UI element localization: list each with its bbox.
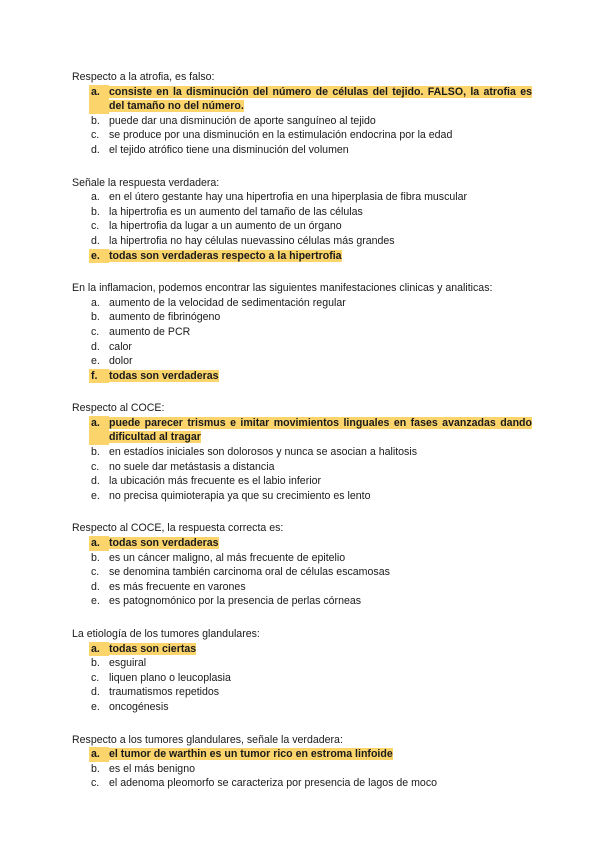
option-letter: b.: [91, 657, 100, 670]
question-text: Respecto a la atrofia, es falso:: [72, 71, 215, 83]
option-letter: d.: [91, 340, 100, 353]
option-text: se produce por una disminución en la estimulación endocrina por la edad: [109, 129, 453, 142]
document-page: [72, 70, 532, 809]
option-list: [72, 296, 532, 384]
option-c: [72, 128, 532, 143]
option-e: [72, 489, 532, 504]
option-letter: c.: [91, 129, 100, 142]
question-text: Respecto al COCE, la respuesta correcta es:: [72, 522, 284, 535]
option-letter: d.: [91, 234, 100, 247]
option-text: no suele dar metástasis a distancia: [109, 460, 275, 473]
option-letter: a.: [91, 296, 100, 309]
option-letter: c.: [91, 671, 100, 684]
option-d: [72, 340, 532, 355]
option-text: es un cáncer maligno, al más frecuente de epitelio: [109, 551, 346, 564]
option-d: [72, 474, 532, 489]
option-text: la hipertrofia da lugar a un aumento de un órgano: [109, 220, 342, 233]
option-text: la ubicación más frecuente es el labio inferior: [109, 475, 321, 488]
question-6: [72, 627, 532, 715]
option-list: [72, 747, 532, 791]
option-a: [72, 190, 532, 205]
question-text: Respecto a los tumores glandulares, señale la verdadera:: [72, 733, 343, 746]
option-letter: e.: [91, 355, 100, 368]
option-c: [72, 219, 532, 234]
option-text: dolor: [109, 355, 133, 368]
option-b: [72, 445, 532, 460]
option-list: [72, 536, 532, 609]
option-list: [72, 190, 532, 263]
question-4: [72, 401, 532, 503]
option-list: [72, 416, 532, 504]
option-text: oncogénesis: [109, 700, 169, 713]
option-c: [72, 776, 532, 791]
option-letter: a.: [72, 85, 109, 114]
option-text: es más frecuente en varones: [109, 580, 246, 593]
option-c: [72, 460, 532, 475]
option-a-correct: [72, 536, 532, 551]
question-5: [72, 521, 532, 609]
option-a-correct: [72, 85, 532, 114]
option-letter: c.: [91, 460, 100, 473]
option-text: es patognomónico por la presencia de perlas córneas: [109, 595, 362, 608]
option-text: todas son verdaderas respecto a la hipertrofia: [109, 249, 342, 262]
option-letter: a.: [72, 642, 109, 657]
option-text: aumento de la velocidad de sedimentación regular: [109, 296, 346, 309]
option-letter: c.: [91, 566, 100, 579]
option-text: traumatismos repetidos: [109, 686, 220, 699]
option-b: [72, 762, 532, 777]
option-text: consiste en la disminución del número de células del tejido. FALSO, la atrofia es del tamaño no del número.: [109, 85, 532, 113]
option-b: [72, 551, 532, 566]
option-a-correct: [72, 747, 532, 762]
option-letter: d.: [91, 580, 100, 593]
option-a-correct: [72, 642, 532, 657]
option-letter: d.: [91, 143, 100, 156]
option-a-correct: [72, 416, 532, 445]
question-1: [72, 70, 532, 158]
option-b: [72, 656, 532, 671]
option-e: [72, 700, 532, 715]
question-2: [72, 176, 532, 264]
question-3: [72, 281, 532, 383]
option-letter: b.: [91, 551, 100, 564]
option-c: [72, 325, 532, 340]
option-f-correct: [72, 369, 532, 384]
option-text: es el más benigno: [109, 762, 195, 775]
question-text: Señale la respuesta verdadera:: [72, 176, 220, 189]
option-b: [72, 114, 532, 129]
option-e-correct: [72, 249, 532, 264]
option-letter: e.: [91, 595, 100, 608]
option-letter: b.: [91, 205, 100, 218]
option-d: [72, 234, 532, 249]
option-letter: f.: [72, 369, 109, 384]
option-e: [72, 354, 532, 369]
option-letter: a.: [91, 191, 100, 204]
option-text: aumento de PCR: [109, 325, 191, 338]
option-letter: c.: [91, 325, 100, 338]
option-text: todas son verdaderas: [109, 537, 219, 550]
option-letter: b.: [91, 311, 100, 324]
option-text: la hipertrofia es un aumento del tamaño de las células: [109, 205, 363, 218]
option-text: todas son ciertas: [109, 642, 197, 655]
option-a: [72, 296, 532, 311]
option-text: el tumor de warthin es un tumor rico en estroma linfoide: [109, 748, 393, 761]
option-text: puede parecer trismus e imitar movimientos linguales en fases avanzadas dando dificultad al tragar: [109, 416, 532, 444]
option-letter: d.: [91, 686, 100, 699]
option-list: [72, 85, 532, 158]
option-text: calor: [109, 340, 132, 353]
option-text: esguiral: [109, 657, 147, 670]
option-d: [72, 143, 532, 158]
option-text: se denomina también carcinoma oral de células escamosas: [109, 566, 390, 579]
option-letter: a.: [72, 536, 109, 551]
option-text: liquen plano o leucoplasia: [109, 671, 231, 684]
question-text: La etiología de los tumores glandulares:: [72, 628, 260, 640]
option-text: la hipertrofia no hay células nuevassino células más grandes: [109, 234, 395, 247]
option-text: el tejido atrófico tiene una disminución del volumen: [109, 143, 349, 156]
question-7: [72, 733, 532, 791]
question-text: Respecto al COCE:: [72, 402, 165, 415]
option-letter: c.: [91, 220, 100, 233]
option-letter: b.: [91, 446, 100, 459]
option-letter: c.: [91, 777, 100, 790]
option-c: [72, 565, 532, 580]
option-text: en estadíos iniciales son dolorosos y nunca se asocian a halitosis: [109, 446, 417, 459]
option-list: [72, 642, 532, 715]
option-letter: e.: [91, 489, 100, 502]
option-text: no precisa quimioterapia ya que su crecimiento es lento: [109, 489, 371, 502]
option-letter: b.: [91, 762, 100, 775]
option-e: [72, 594, 532, 609]
option-letter: d.: [91, 475, 100, 488]
option-letter: b.: [91, 114, 100, 127]
option-d: [72, 685, 532, 700]
option-b: [72, 205, 532, 220]
option-letter: a.: [72, 416, 109, 445]
option-text: puede dar una disminución de aporte sanguíneo al tejido: [109, 114, 376, 127]
option-letter: e.: [91, 700, 100, 713]
option-d: [72, 580, 532, 595]
question-text: En la inflamacion, podemos encontrar las siguientes manifestaciones clinicas y analiticas:: [72, 282, 493, 295]
option-c: [72, 671, 532, 686]
option-text: el adenoma pleomorfo se caracteriza por presencia de lagos de moco: [109, 777, 438, 790]
option-text: en el útero gestante hay una hipertrofia en una hiperplasia de fibra muscular: [109, 191, 468, 204]
option-text: todas son verdaderas: [109, 369, 219, 382]
option-letter: e.: [72, 249, 109, 264]
option-text: aumento de fibrinógeno: [109, 311, 221, 324]
option-b: [72, 310, 532, 325]
option-letter: a.: [72, 747, 109, 762]
